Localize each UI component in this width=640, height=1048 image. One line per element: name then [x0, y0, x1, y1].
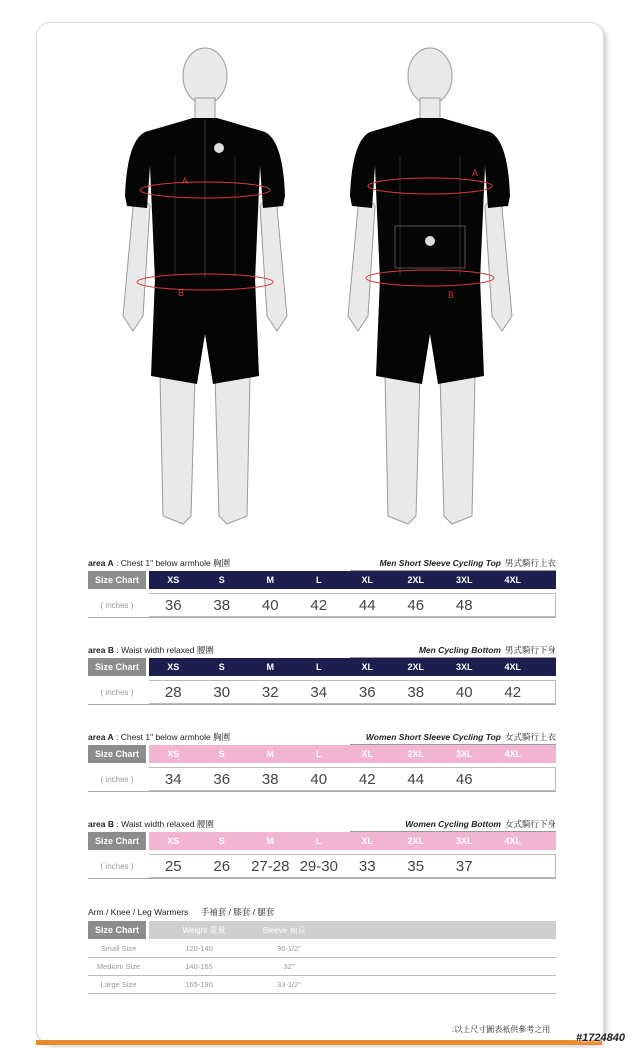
warmers-header-row [88, 920, 556, 940]
size-l: L [316, 662, 322, 672]
size-s: S [218, 749, 225, 759]
back-figure [348, 48, 512, 524]
warmer-weight: 165-190 [185, 980, 213, 989]
measurement-value: 27-28 [251, 857, 290, 875]
product-title [405, 818, 556, 830]
measurement-row [88, 593, 556, 618]
product-title [379, 557, 556, 569]
product-name: Women Short Sleeve Cycling Top [365, 732, 501, 742]
warmer-size: Small Size [100, 944, 137, 953]
area-label [88, 644, 214, 656]
size-table-header [88, 728, 556, 744]
back-label-a: A [472, 168, 479, 178]
jersey-figures-illustration [110, 40, 530, 530]
measurement-value: 44 [407, 770, 425, 788]
measurement-value: 42 [504, 683, 522, 701]
unit-label: ( inches ) [100, 687, 134, 697]
size-m: M [266, 575, 274, 585]
warmer-size: Medium Size [96, 962, 141, 971]
size-xl: XL [361, 836, 373, 846]
measurement-value: 33 [358, 857, 376, 875]
measurement-value: 44 [358, 596, 376, 614]
size-header-row [88, 570, 556, 590]
measurement-value: 37 [455, 857, 473, 875]
area-prefix: area A [88, 732, 114, 742]
area-prefix: area B [88, 819, 114, 829]
warmer-row [88, 958, 556, 976]
measurement-value: 30 [213, 683, 231, 701]
back-label-b: B [448, 290, 455, 300]
warmer-sleeve: 30-1/2" [277, 944, 301, 953]
size-bar [149, 571, 556, 589]
area-prefix: area A [88, 558, 114, 568]
size-xl: XL [361, 575, 373, 585]
size-xs: XS [167, 575, 180, 585]
product-title [366, 731, 556, 743]
warmers-header-bar [149, 921, 556, 939]
measurement-value: 40 [310, 770, 328, 788]
size-xl: XL [361, 662, 373, 672]
front-figure [123, 48, 287, 524]
size-table-header [88, 815, 556, 831]
measurement-value: 34 [164, 770, 182, 788]
size-l: L [316, 749, 322, 759]
product-name-zh: 男式騎行下身 [504, 645, 556, 655]
size-m: M [266, 749, 274, 759]
size-table [88, 728, 556, 792]
measurement-value: 26 [213, 857, 231, 875]
area-label [88, 557, 230, 569]
measurement-value: 28 [164, 683, 182, 701]
front-label-b: B [178, 288, 185, 298]
warmer-size: Large Size [100, 980, 137, 989]
size-2xl: 2XL [407, 575, 424, 585]
measurement-value: 46 [407, 596, 425, 614]
size-xs: XS [167, 836, 180, 846]
area-description: : Waist width relaxed 腰圍 [114, 645, 214, 655]
warmer-row [88, 976, 556, 994]
measurement-value: 36 [358, 683, 376, 701]
measurement-value: 29-30 [299, 857, 338, 875]
size-bar [149, 832, 556, 850]
warmers-section [88, 906, 556, 994]
size-chart-label: Size Chart [88, 571, 146, 589]
bottom-accent-bar [36, 1040, 602, 1045]
area-label [88, 818, 214, 830]
measurement-value: 38 [407, 683, 425, 701]
size-xl: XL [361, 749, 373, 759]
size-l: L [316, 836, 322, 846]
measurement-values [149, 767, 556, 791]
size-chart-label: Size Chart [88, 921, 146, 939]
size-l: L [316, 575, 322, 585]
measurement-row [88, 680, 556, 705]
size-chart-label: Size Chart [88, 745, 146, 763]
measurement-value: 35 [407, 857, 425, 875]
size-m: M [266, 836, 274, 846]
warmer-sleeve: 33-1/2" [277, 980, 301, 989]
measurement-value: 42 [358, 770, 376, 788]
size-2xl: 2XL [407, 662, 424, 672]
size-chart-label: Size Chart [88, 832, 146, 850]
size-s: S [218, 575, 225, 585]
size-4xl: 4XL [504, 836, 521, 846]
product-name-zh: 女式騎行下身 [504, 819, 556, 829]
warmer-weight: 140-165 [185, 962, 213, 971]
size-s: S [218, 836, 225, 846]
size-3xl: 3XL [455, 575, 473, 585]
warmer-row [88, 940, 556, 958]
product-title [419, 644, 556, 656]
measurement-value: 36 [164, 596, 182, 614]
sleeve-header: Sleeve 袖長 [262, 925, 306, 935]
size-table-header [88, 641, 556, 657]
size-4xl: 4XL [504, 575, 521, 585]
header-rule [350, 570, 556, 571]
size-4xl: 4XL [504, 662, 521, 672]
measurement-value: 25 [164, 857, 182, 875]
measurement-value: 48 [455, 596, 473, 614]
warmers-rows [88, 940, 556, 994]
size-table [88, 641, 556, 705]
measurement-value: 34 [310, 683, 328, 701]
size-4xl: 4XL [504, 749, 521, 759]
warmers-title-en: Arm / Knee / Leg Warmers [88, 907, 189, 917]
measurement-values [149, 593, 556, 617]
warmers-title-zh: 手袖套 / 膝套 / 腿套 [200, 907, 275, 917]
measurement-row [88, 767, 556, 792]
size-bar [149, 745, 556, 763]
area-description: : Waist width relaxed 腰圍 [114, 819, 214, 829]
size-header-row [88, 831, 556, 851]
unit-label: ( inches ) [100, 600, 134, 610]
size-xs: XS [167, 662, 180, 672]
measurement-value: 46 [455, 770, 473, 788]
header-rule [350, 657, 556, 658]
measurement-value: 40 [261, 596, 279, 614]
unit-label: ( inches ) [100, 861, 134, 871]
header-rule [350, 831, 556, 832]
product-name-zh: 男式騎行上衣 [504, 558, 556, 568]
measurement-value: 42 [310, 596, 328, 614]
size-chart-label: Size Chart [88, 658, 146, 676]
size-3xl: 3XL [455, 749, 473, 759]
front-label-a: A [182, 176, 189, 186]
header-rule [350, 744, 556, 745]
size-header-row [88, 744, 556, 764]
measurement-row [88, 854, 556, 879]
measurement-value: 38 [213, 596, 231, 614]
area-description: : Chest 1" below armhole 胸圍 [113, 732, 231, 742]
measurement-value: 36 [213, 770, 231, 788]
product-name: Men Short Sleeve Cycling Top [379, 558, 501, 568]
size-2xl: 2XL [407, 836, 424, 846]
area-prefix: area B [88, 645, 114, 655]
measurement-value: 32 [261, 683, 279, 701]
area-label [88, 731, 230, 743]
area-description: : Chest 1" below armhole 胸圍 [113, 558, 231, 568]
measurement-values [149, 680, 556, 704]
footnote: :以上尺寸圖表祇供參考之用 [452, 1025, 551, 1034]
weight-header: Weight 重量 [182, 925, 226, 935]
size-xs: XS [167, 749, 180, 759]
warmers-title [88, 906, 556, 920]
size-3xl: 3XL [455, 836, 473, 846]
size-table [88, 815, 556, 879]
size-2xl: 2XL [407, 749, 424, 759]
measurement-values [149, 854, 556, 878]
size-m: M [266, 662, 274, 672]
size-s: S [218, 662, 225, 672]
size-table-header [88, 554, 556, 570]
product-name: Men Cycling Bottom [418, 645, 501, 655]
measurement-value: 38 [261, 770, 279, 788]
size-bar [149, 658, 556, 676]
warmer-sleeve: 32" [283, 962, 295, 971]
warmer-weight: 120-140 [185, 944, 213, 953]
size-header-row [88, 657, 556, 677]
measurement-value: 40 [455, 683, 473, 701]
watermark: #1724840 [576, 1032, 625, 1044]
size-table [88, 554, 556, 618]
product-name-zh: 女式騎行上衣 [504, 732, 556, 742]
unit-label: ( inches ) [100, 774, 134, 784]
product-name: Women Cycling Bottom [405, 819, 501, 829]
size-3xl: 3XL [455, 662, 473, 672]
